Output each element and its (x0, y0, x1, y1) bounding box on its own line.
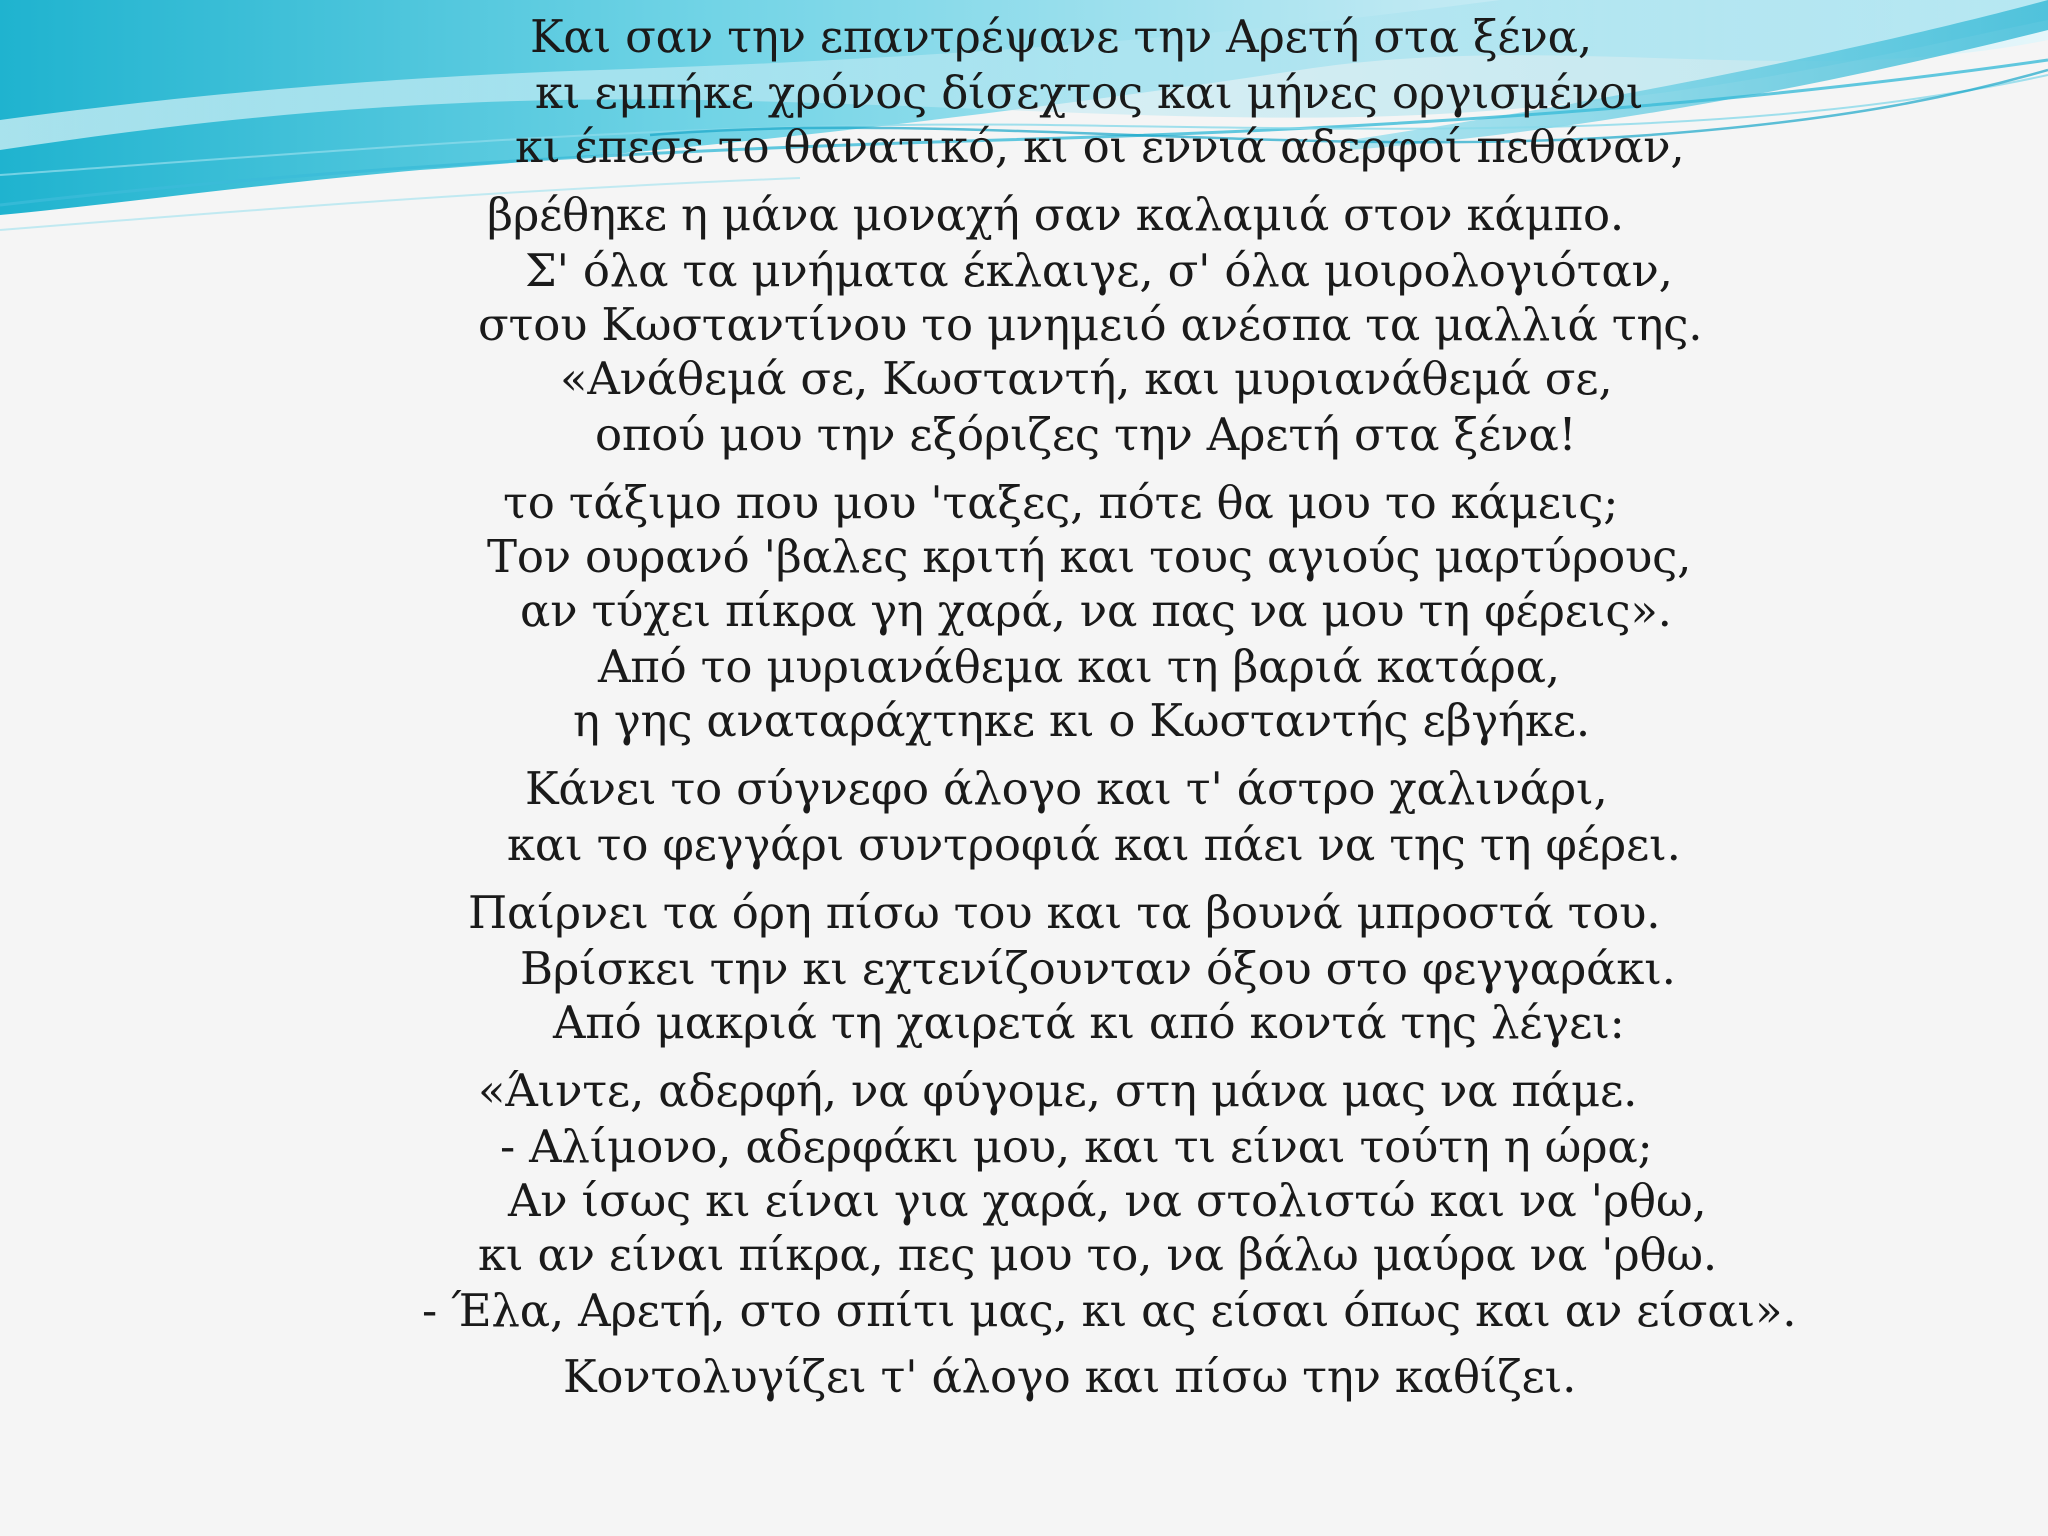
poem-line: στου Κωσταντίνου το μνημειό ανέσπα τα μαλλιά της. (478, 298, 1703, 351)
poem-line: «Άιντε, αδερφή, να φύγομε, στη μάνα μας να πάμε. (478, 1064, 1638, 1117)
poem-line: κι έπεσε το θανατικό, κι οι εννιά αδερφοί πεθάναν, (515, 120, 1685, 173)
poem-line: - Αλίμονο, αδερφάκι μου, και τι είναι τούτη η ώρα; (500, 1120, 1653, 1173)
poem-line: αν τύχει πίκρα γη χαρά, να πας να μου τη φέρεις». (520, 584, 1672, 637)
poem-line: «Ανάθεμά σε, Κωσταντή, και μυριανάθεμά σε, (560, 352, 1613, 405)
poem-line: βρέθηκε η μάνα μοναχή σαν καλαμιά στον κάμπο. (487, 188, 1625, 241)
poem-line: οπού μου την εξόριζες την Αρετή στα ξένα! (595, 408, 1577, 461)
poem-line: το τάξιμο που μου 'ταξες, πότε θα μου το κάμεις; (503, 476, 1619, 529)
poem-line: Αν ίσως κι είναι για χαρά, να στολιστώ και να 'ρθω, (508, 1174, 1707, 1227)
poem-line: Τον ουρανό 'βαλες κριτή και τους αγιούς μαρτύρους, (487, 530, 1692, 583)
poem-line: Βρίσκει την κι εχτενίζουνταν όξου στο φεγγαράκι. (520, 942, 1676, 995)
poem-line: Κάνει το σύγνεφο άλογο και τ' άστρο χαλινάρι, (525, 762, 1608, 815)
poem-line: και το φεγγάρι συντροφιά και πάει να της τη φέρει. (507, 818, 1681, 871)
poem-line: Παίρνει τα όρη πίσω του και τα βουνά μπροστά του. (468, 886, 1661, 939)
poem-line: Από μακριά τη χαιρετά κι από κοντά της λέγει: (553, 996, 1625, 1049)
poem-line: η γης αναταράχτηκε κι ο Κωσταντής εβγήκε. (573, 694, 1590, 747)
poem-line: Από το μυριανάθεμα και τη βαριά κατάρα, (598, 640, 1560, 693)
poem-line: κι αν είναι πίκρα, πες μου το, να βάλω μαύρα να 'ρθω. (478, 1228, 1718, 1281)
poem-line: κι εμπήκε χρόνος δίσεχτος και μήνες οργισμένοι (535, 66, 1644, 119)
poem-line: - Έλα, Αρετή, στο σπίτι μας, κι ας είσαι όπως και αν είσαι». (422, 1284, 1797, 1337)
poem-line: Σ' όλα τα μνήματα έκλαιγε, σ' όλα μοιρολογιόταν, (525, 244, 1673, 297)
poem-line: Κοντολυγίζει τ' άλογο και πίσω την καθίζει. (563, 1350, 1577, 1403)
poem-line: Και σαν την επαντρέψανε την Αρετή στα ξένα, (530, 10, 1592, 63)
